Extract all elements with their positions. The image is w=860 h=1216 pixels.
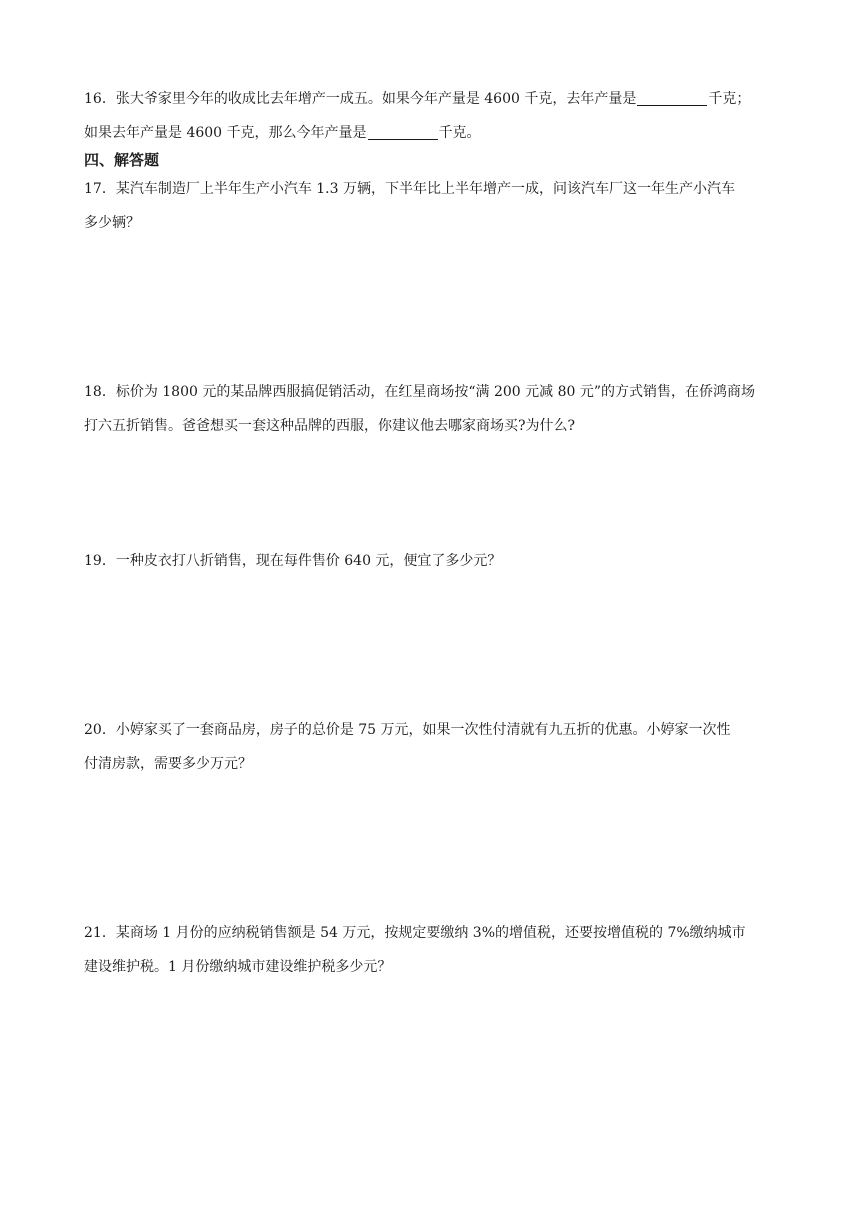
question-19-line-1: 19．一种皮衣打八折销售，现在每件售价 640 元，便宜了多少元？ [84, 553, 502, 569]
question-18 [84, 375, 784, 443]
question-16-unit-b: 千克。 [438, 125, 481, 141]
question-17-line-2: 多少辆？ [84, 215, 140, 231]
question-19 [84, 544, 784, 578]
question-20 [84, 713, 784, 781]
question-18-line-2: 打六五折销售。爸爸想买一套这种品牌的西服，你建议他去哪家商场买?为什么? [84, 418, 576, 434]
question-18-line-1: 18．标价为 1800 元的某品牌西服搞促销活动，在红星商场按“满 200 元减 80 元”的方式销售，在侨鸿商场 [84, 384, 755, 400]
question-21 [84, 916, 784, 984]
question-16 [84, 82, 784, 150]
question-20-line-1: 20．小婷家买了一套商品房，房子的总价是 75 万元，如果一次性付清就有九五折的优惠。小婷家一次性 [84, 722, 731, 738]
question-17-line-1: 17．某汽车制造厂上半年生产小汽车 1.3 万辆，下半年比上半年增产一成，问该汽车厂这一年生产小汽车 [84, 181, 735, 197]
question-21-line-1: 21．某商场 1 月份的应纳税销售额是 54 万元，按规定要缴纳 3%的增值税，还要按增值税的 7%缴纳城市 [84, 925, 746, 941]
section-title: 四、解答题 [84, 151, 160, 169]
answer-blank-this-year[interactable] [368, 123, 438, 140]
question-16-text-a: 16．张大爷家里今年的收成比去年增产一成五。如果今年产量是 4600 千克，去年产量是 [84, 91, 637, 107]
question-16-text-b: 如果去年产量是 4600 千克，那么今年产量是 [84, 125, 367, 141]
question-17 [84, 172, 784, 240]
question-16-line-2 [84, 116, 784, 150]
question-21-line-2: 建设维护税。1 月份缴纳城市建设维护税多少元？ [84, 959, 392, 975]
question-20-line-2: 付清房款，需要多少万元？ [84, 756, 252, 772]
question-16-line-1 [84, 82, 784, 116]
answer-blank-last-year[interactable] [637, 89, 707, 106]
question-16-unit-a: 千克； [708, 91, 751, 107]
